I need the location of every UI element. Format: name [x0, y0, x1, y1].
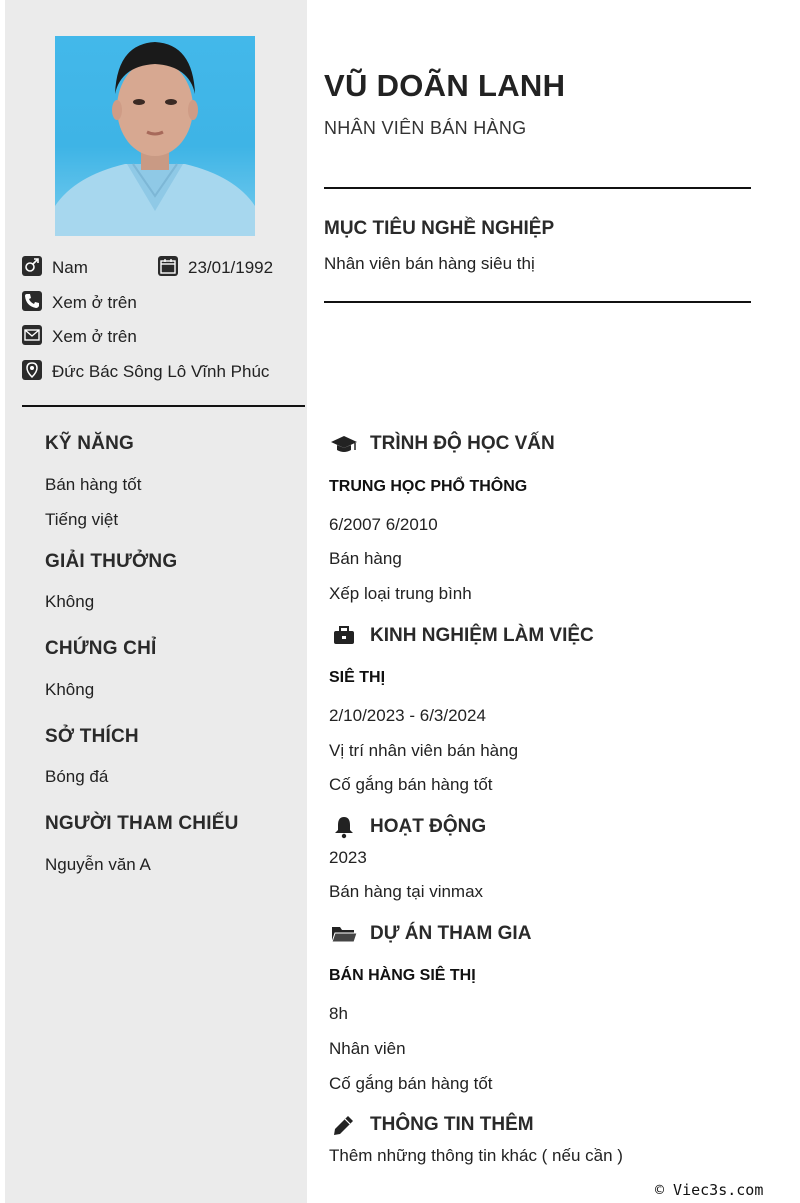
education-heading: TRÌNH ĐỘ HỌC VẤN	[370, 433, 555, 454]
copyright-footer: © Viec3s.com	[655, 1181, 764, 1199]
hobby-item: Bóng đá	[45, 767, 109, 786]
candidate-name: VŨ DOÃN LANH	[324, 68, 566, 103]
phone-value: Xem ở trên	[52, 293, 137, 312]
email-icon	[22, 325, 42, 345]
project-duration: 8h	[329, 1004, 348, 1023]
pencil-icon	[330, 1113, 358, 1137]
portrait-illustration	[55, 36, 255, 236]
gender-value: Nam	[52, 258, 88, 277]
experience-heading: KINH NGHIỆM LÀM VIỆC	[370, 625, 594, 646]
calendar-icon	[158, 256, 178, 276]
project-name: BÁN HÀNG SIÊ THỊ	[329, 967, 476, 984]
education-school: TRUNG HỌC PHỔ THÔNG	[329, 478, 528, 495]
experience-company: SIÊ THỊ	[329, 669, 386, 686]
briefcase-icon	[330, 624, 358, 648]
activities-heading: HOẠT ĐỘNG	[370, 816, 487, 837]
additional-text: Thêm những thông tin khác ( nếu cần )	[329, 1146, 623, 1165]
references-heading: NGƯỜI THAM CHIẾU	[45, 813, 239, 834]
experience-description: Cố gắng bán hàng tốt	[329, 775, 493, 794]
objective-heading: MỤC TIÊU NGHỀ NGHIỆP	[324, 218, 555, 239]
candidate-job-title: NHÂN VIÊN BÁN HÀNG	[324, 118, 527, 138]
education-major: Bán hàng	[329, 549, 402, 568]
graduation-cap-icon	[330, 432, 358, 456]
skill-item: Tiếng việt	[45, 510, 119, 529]
projects-heading: DỰ ÁN THAM GIA	[370, 923, 532, 944]
experience-period: 2/10/2023 - 6/3/2024	[329, 706, 486, 725]
birthday-value: 23/01/1992	[188, 258, 274, 277]
education-grade: Xếp loại trung bình	[329, 584, 472, 603]
education-period: 6/2007 6/2010	[329, 515, 438, 534]
profile-photo	[55, 36, 255, 236]
activities-year: 2023	[329, 848, 367, 867]
reference-item: Nguyễn văn A	[45, 855, 151, 874]
activities-description: Bán hàng tại vinmax	[329, 882, 484, 901]
bell-icon	[330, 815, 358, 839]
phone-icon	[22, 291, 42, 311]
header-divider	[324, 187, 751, 189]
additional-heading: THÔNG TIN THÊM	[370, 1114, 534, 1135]
awards-heading: GIẢI THƯỞNG	[45, 551, 178, 572]
objective-divider	[324, 301, 751, 303]
skill-item: Bán hàng tốt	[45, 475, 142, 494]
hobbies-heading: SỞ THÍCH	[45, 726, 139, 747]
project-description: Cố gắng bán hàng tốt	[329, 1074, 493, 1093]
location-pin-icon	[22, 360, 42, 380]
folder-icon	[330, 922, 358, 946]
certificate-item: Không	[45, 680, 95, 699]
project-role: Nhân viên	[329, 1039, 406, 1058]
certificates-heading: CHỨNG CHỈ	[45, 638, 157, 659]
experience-position: Vị trí nhân viên bán hàng	[329, 741, 519, 760]
sidebar-divider	[22, 405, 305, 407]
award-item: Không	[45, 592, 95, 611]
address-value: Đức Bác Sông Lô Vĩnh Phúc	[52, 362, 270, 381]
email-value: Xem ở trên	[52, 327, 137, 346]
gender-icon	[22, 256, 42, 276]
skills-heading: KỸ NĂNG	[45, 433, 135, 454]
objective-text: Nhân viên bán hàng siêu thị	[324, 254, 535, 273]
